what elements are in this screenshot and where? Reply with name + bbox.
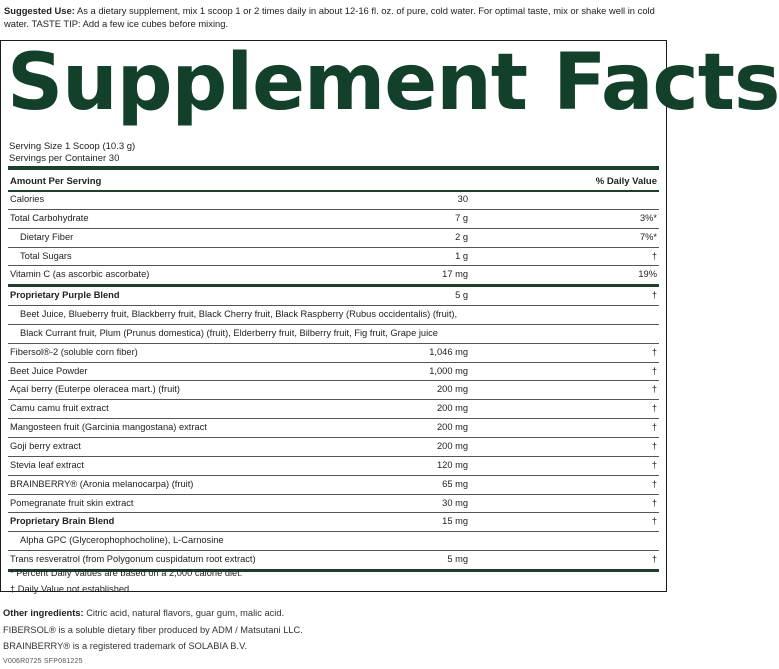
- row-name: Beet Juice, Blueberry fruit, Blackberry fruit, Black Cherry fruit, Black Raspberry (Rubus occidentalis) (fruit),: [20, 309, 458, 320]
- row-name: Açaí berry (Euterpe oleracea mart.) (fruit): [10, 384, 180, 395]
- fibersol-note: FIBERSOL® is a soluble dietary fiber produced by ADM / Matsutani LLC.: [3, 624, 303, 635]
- row-name: Calories: [10, 194, 45, 204]
- suggested-use-text: As a dietary supplement, mix 1 scoop 1 or 2 times daily in about 12-16 fl. oz. of pure, cold water. For optimal taste, mix or shake well in cold water. TASTE TIP: Add a few ice cubes before mixing.: [4, 5, 655, 29]
- row-daily-value: †: [651, 478, 657, 489]
- supplement-facts-panel: [0, 38, 779, 594]
- row-amount: 1,000 mg: [429, 365, 468, 376]
- brainberry-note: BRAINBERRY® is a registered trademark of SOLABIA B.V.: [3, 641, 248, 651]
- row-name: Stevia leaf extract: [10, 459, 84, 470]
- row-name: Proprietary Brain Blend: [10, 516, 115, 527]
- row-daily-value: 7%*: [639, 231, 657, 242]
- row-daily-value: †: [651, 403, 657, 414]
- row-daily-value: †: [651, 250, 657, 261]
- table-row: [8, 532, 659, 551]
- row-amount: 1,046 mg: [429, 346, 468, 357]
- row-name: BRAINBERRY® (Aronia melanocarpa) (fruit): [10, 478, 194, 489]
- table-row: [8, 495, 659, 514]
- row-name: Alpha GPC (Glycerophophocholine), L-Carnosine: [20, 535, 224, 546]
- table-row: [8, 248, 659, 267]
- row-daily-value: †: [651, 497, 657, 508]
- thick-divider: [8, 166, 659, 170]
- row-amount: 2 g: [455, 231, 468, 242]
- table-row: [8, 287, 659, 306]
- footnote-not-established: † Daily Value not established.: [10, 584, 132, 594]
- footnote-daily-values: * Percent Daily Values are based on a 2,000 calorie diet.: [10, 568, 243, 578]
- row-name: Total Carbohydrate: [10, 212, 89, 223]
- row-name: Beet Juice Powder: [10, 365, 88, 376]
- table-row: [8, 229, 659, 248]
- row-daily-value: †: [651, 346, 657, 357]
- facts-table: [8, 191, 659, 572]
- row-daily-value: 3%*: [639, 212, 657, 223]
- other-ingredients-label: Other ingredients:: [3, 608, 84, 618]
- row-name: Vitamin C (as ascorbic ascorbate): [10, 269, 150, 280]
- row-name: Pomegranate fruit skin extract: [10, 497, 134, 508]
- product-codes: V006R0725 SFP081225: [3, 658, 83, 665]
- table-row: [8, 210, 659, 229]
- row-name: Goji berry extract: [10, 440, 81, 451]
- row-name: Trans resveratrol (from Polygonum cuspidatum root extract): [10, 554, 256, 565]
- row-daily-value: †: [651, 422, 657, 433]
- amount-per-serving-header: Amount Per Serving: [10, 176, 102, 187]
- table-row: [8, 513, 659, 532]
- row-daily-value: †: [651, 365, 657, 376]
- row-amount: 1 g: [455, 250, 468, 261]
- row-name: Camu camu fruit extract: [10, 403, 109, 414]
- other-info: [3, 605, 303, 655]
- suggested-use-label: Suggested Use:: [4, 5, 75, 16]
- row-daily-value: †: [651, 440, 657, 451]
- table-row: [8, 344, 659, 363]
- row-name: Dietary Fiber: [20, 231, 74, 242]
- row-amount: 120 mg: [436, 459, 468, 470]
- table-row: [8, 191, 659, 210]
- serving-info: [9, 141, 135, 165]
- row-amount: 200 mg: [436, 440, 468, 451]
- row-daily-value: 19%: [638, 269, 657, 280]
- row-amount: 7 g: [455, 212, 468, 223]
- row-daily-value: †: [651, 459, 657, 470]
- row-amount: 65 mg: [442, 478, 468, 489]
- row-amount: 30: [457, 194, 468, 204]
- servings-per-container: Servings per Container 30: [9, 153, 120, 164]
- table-row: [8, 266, 659, 287]
- row-amount: 17 mg: [442, 269, 468, 280]
- row-name: Fibersol®-2 (soluble corn fiber): [10, 346, 138, 357]
- row-name: Mangosteen fruit (Garcinia mangostana) extract: [10, 422, 207, 433]
- row-amount: 200 mg: [436, 403, 468, 414]
- row-daily-value: †: [651, 290, 657, 301]
- other-ingredients-text: Citric acid, natural flavors, guar gum, malic acid.: [86, 608, 285, 618]
- row-amount: 5 g: [455, 290, 468, 301]
- row-name: Total Sugars: [20, 250, 72, 261]
- table-row: [8, 306, 659, 325]
- table-row: [8, 381, 659, 400]
- row-name: Black Currant fruit, Plum (Prunus domestica) (fruit), Elderberry fruit, Bilberry fruit, Fig fruit, Grape juice: [20, 327, 438, 338]
- table-row: [8, 363, 659, 382]
- row-amount: 200 mg: [436, 384, 468, 395]
- table-row: [8, 400, 659, 419]
- table-row: [8, 476, 659, 495]
- table-header: [10, 174, 657, 188]
- row-daily-value: †: [651, 516, 657, 527]
- table-row: [8, 438, 659, 457]
- row-amount: 5 mg: [447, 554, 468, 565]
- row-name: Proprietary Purple Blend: [10, 290, 120, 301]
- table-row: [8, 325, 659, 344]
- row-amount: 200 mg: [436, 422, 468, 433]
- daily-value-header: % Daily Value: [595, 176, 657, 187]
- table-row: [8, 457, 659, 476]
- serving-size: Serving Size 1 Scoop (10.3 g): [9, 141, 136, 152]
- row-daily-value: †: [651, 384, 657, 395]
- row-amount: 15 mg: [442, 516, 468, 527]
- table-row: [8, 419, 659, 438]
- panel-title: Supplement Facts: [7, 38, 779, 128]
- row-amount: 30 mg: [442, 497, 468, 508]
- row-daily-value: †: [651, 554, 657, 565]
- footnotes: [10, 565, 242, 597]
- suggested-use: [4, 5, 672, 30]
- other-ingredients: [3, 605, 303, 622]
